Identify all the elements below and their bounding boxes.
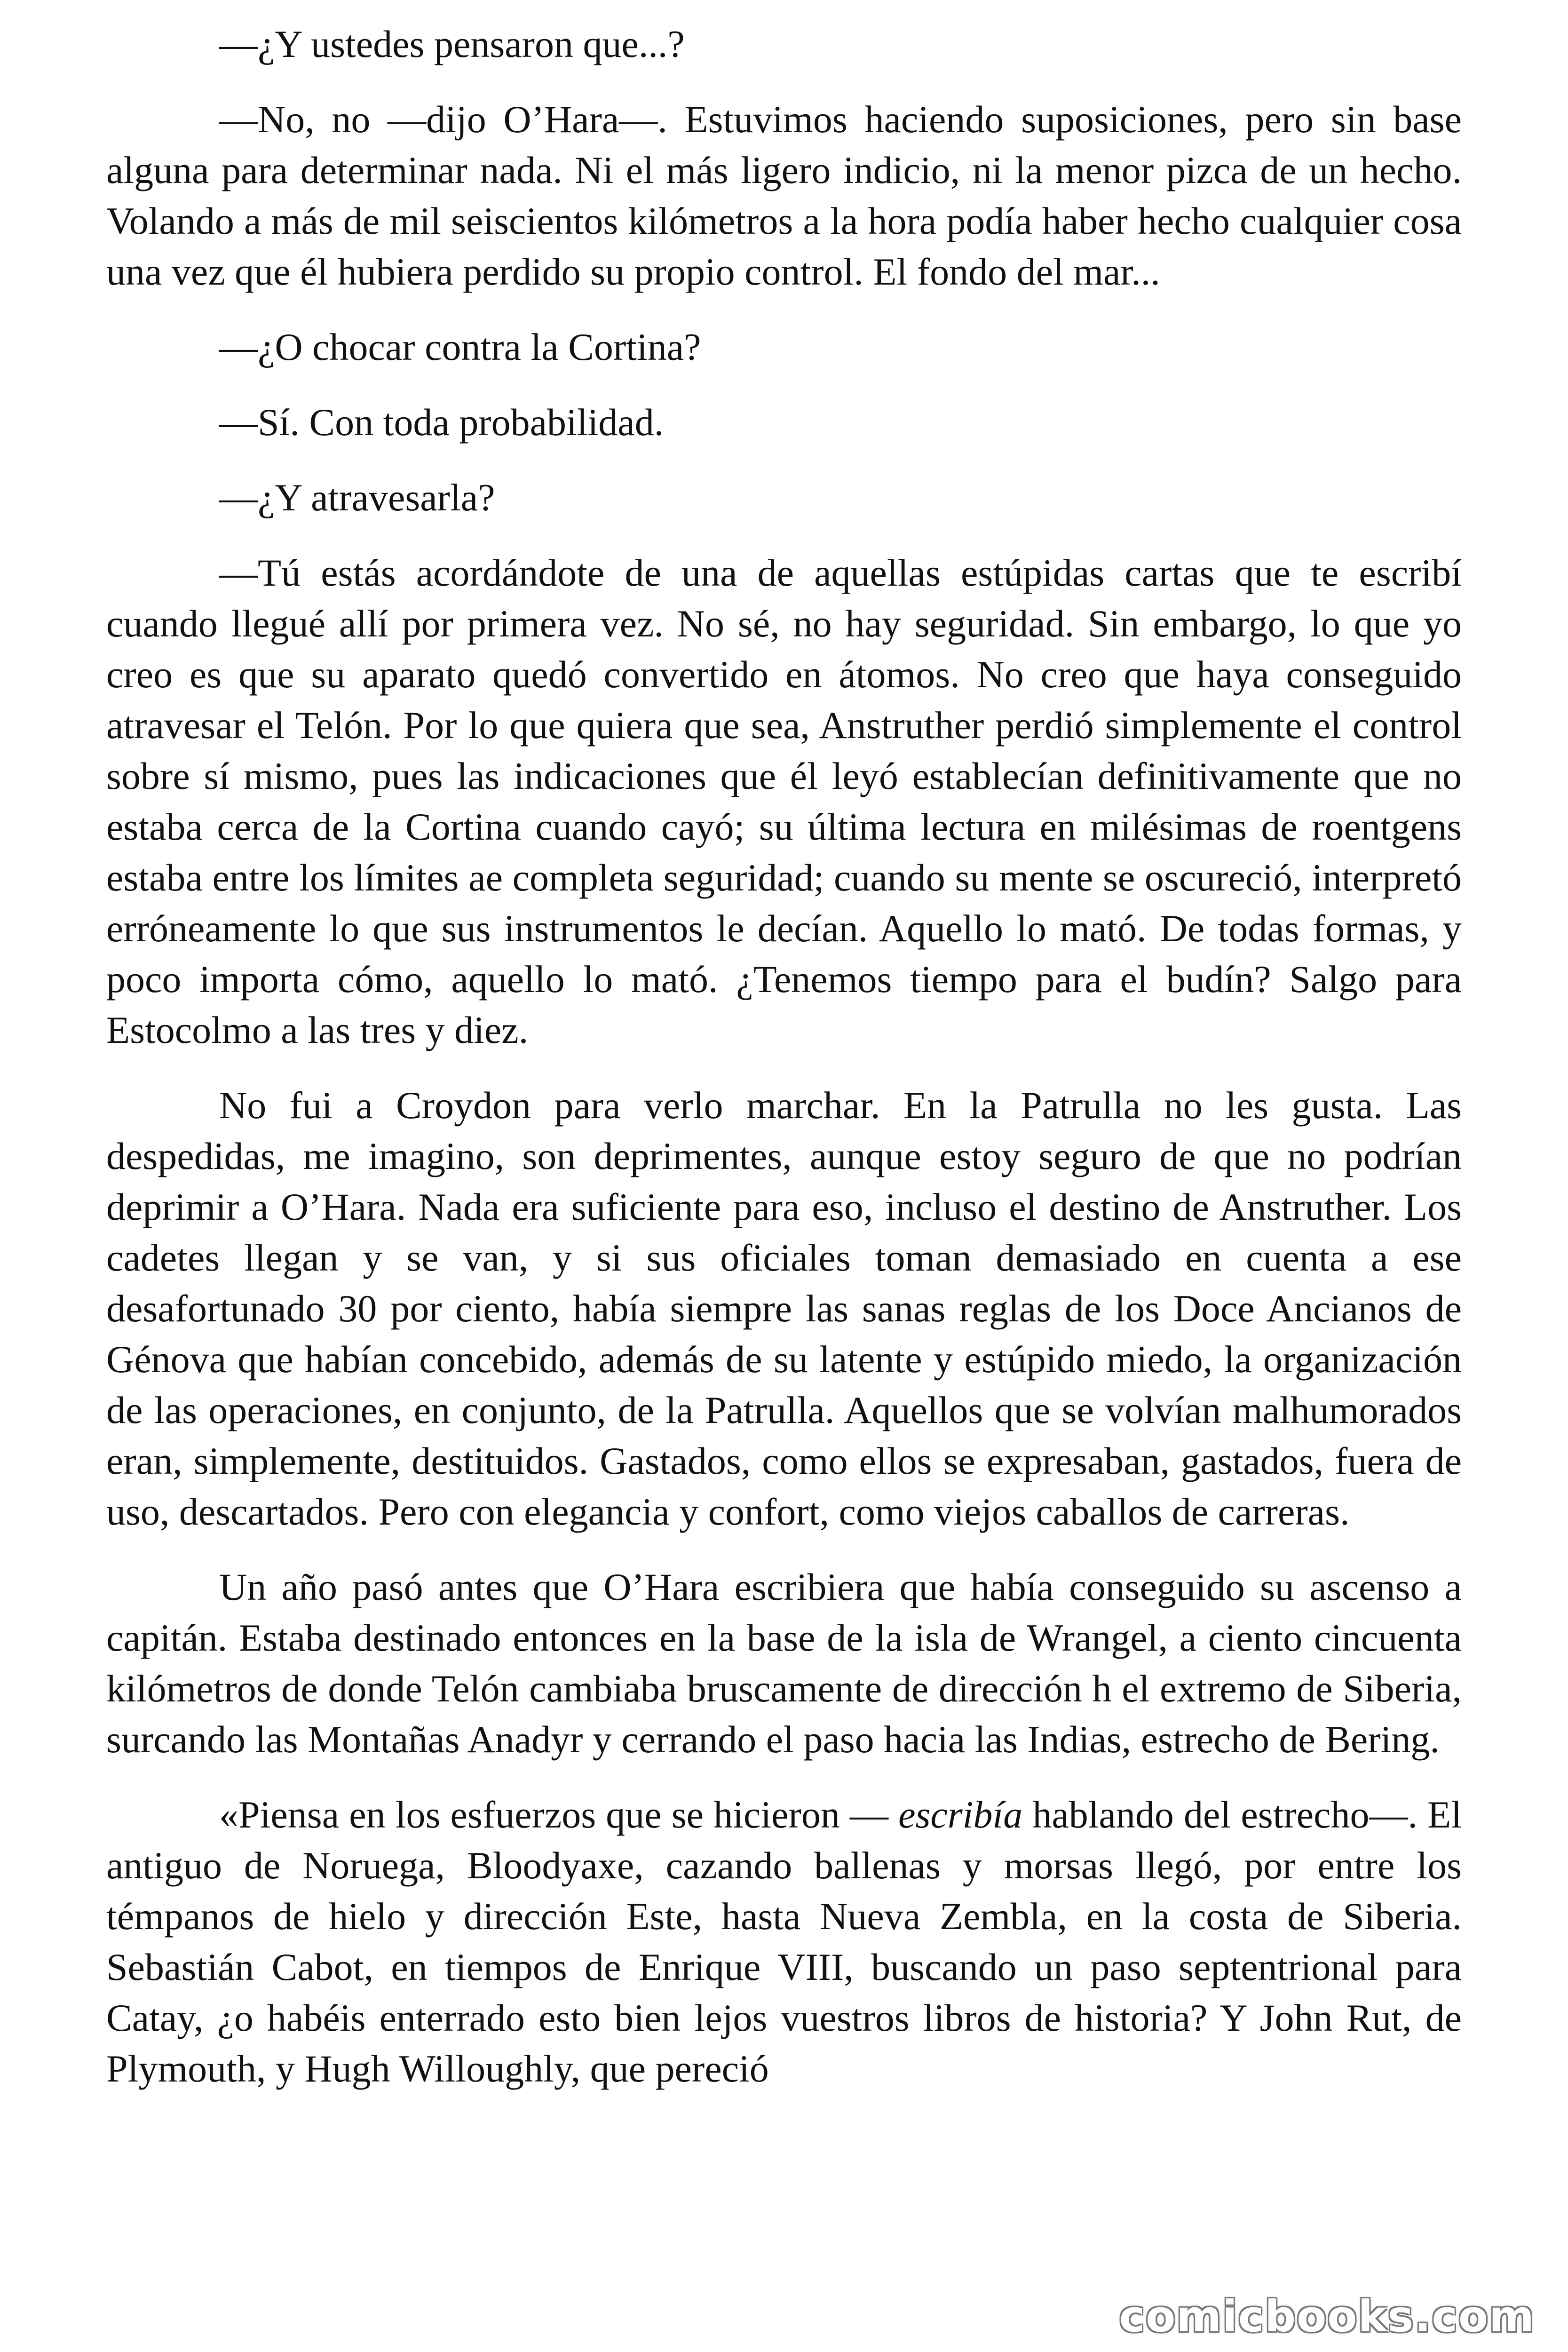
paragraph-narration-2: Un año pasó antes que O’Hara escribiera que había conseguido su ascenso a capitán. Estaba destinado entonces en la base de la isla de Wrangel, a ciento cincuenta kilómetros de donde Telón cambiaba bruscamente de dirección h el extremo de Siberia, surcando las Montañas Anadyr y cerrando el paso hacia las Indias, estrecho de Bering.	[106, 1565, 1462, 1761]
paragraph-letter-quote	[106, 1789, 1462, 2094]
paragraph-dialogue-1: —¿Y ustedes pensaron que...?	[219, 23, 685, 65]
paragraph-dialogue-4: —Sí. Con toda probabilidad.	[219, 401, 664, 444]
quote-text-end: hablando del estrecho—. El antiguo de Noruega, Bloodyaxe, cazando ballenas y morsas llegó, por entre los témpanos de hielo y dirección Este, hasta Nueva Zembla, en la costa de Siberia. Sebastián Cabot, en tiempos de Enrique VIII, buscando un paso septentrional para Catay, ¿o habéis enterrado esto bien lejos vuestros libros de historia? Y John Rut, de Plymouth, y Hugh Willoughly, que pereció	[106, 1793, 1462, 2090]
document-page	[106, 19, 1462, 2119]
paragraph-dialogue-3: —¿O chocar contra la Cortina?	[219, 326, 701, 368]
paragraph-dialogue-5: —¿Y atravesarla?	[219, 476, 495, 519]
paragraph-dialogue-6: —Tú estás acordándote de una de aquellas estúpidas cartas que te escribí cuando llegué allí por primera vez. No sé, no hay seguridad. Sin embargo, lo que yo creo es que su aparato quedó convertido en átomos. No creo que haya conseguido atravesar el Telón. Por lo que quiera que sea, Anstruther perdió simplemente el control sobre sí mismo, pues las indicaciones que él leyó establecían definitivamente que no estaba cerca de la Cortina cuando cayó; su última lectura en milésimas de roentgens estaba entre los límites ae completa seguridad; cuando su mente se oscureció, interpretó erróneamente lo que sus instrumentos le decían. Aquello lo mató. De todas formas, y poco importa cómo, aquello lo mató. ¿Tenemos tiempo para el budín? Salgo para Estocolmo a las tres y diez.	[106, 551, 1462, 1051]
quote-italic-word: escribía	[898, 1793, 1023, 1836]
paragraph-narration-1: No fui a Croydon para verlo marchar. En la Patrulla no les gusta. Las despedidas, me imagino, son deprimentes, aunque estoy seguro de que no podrían deprimir a O’Hara. Nada era suficiente para eso, incluso el destino de Anstruther. Los cadetes llegan y se van, y si sus oficiales toman demasiado en cuenta a ese desafortunado 30 por ciento, había siempre las sanas reglas de los Doce Ancianos de Génova que habían concebido, además de su latente y estúpido miedo, la organización de las operaciones, en conjunto, de la Patrulla. Aquellos que se volvían malhumorados eran, simplemente, destituidos. Gastados, como ellos se expresaban, gastados, fuera de uso, descartados. Pero con elegancia y confort, como viejos caballos de carreras.	[106, 1084, 1462, 1533]
site-watermark: comicbooks.com	[1119, 2291, 1535, 2342]
paragraph-dialogue-2: —No, no —dijo O’Hara—. Estuvimos haciendo suposiciones, pero sin base alguna para determinar nada. Ni el más ligero indicio, ni la menor pizca de un hecho. Volando a más de mil seiscientos kilómetros a la hora podía haber hecho cualquier cosa una vez que él hubiera perdido su propio control. El fondo del mar...	[106, 98, 1462, 293]
quote-text-start: «Piensa en los esfuerzos que se hicieron —	[219, 1793, 899, 1836]
